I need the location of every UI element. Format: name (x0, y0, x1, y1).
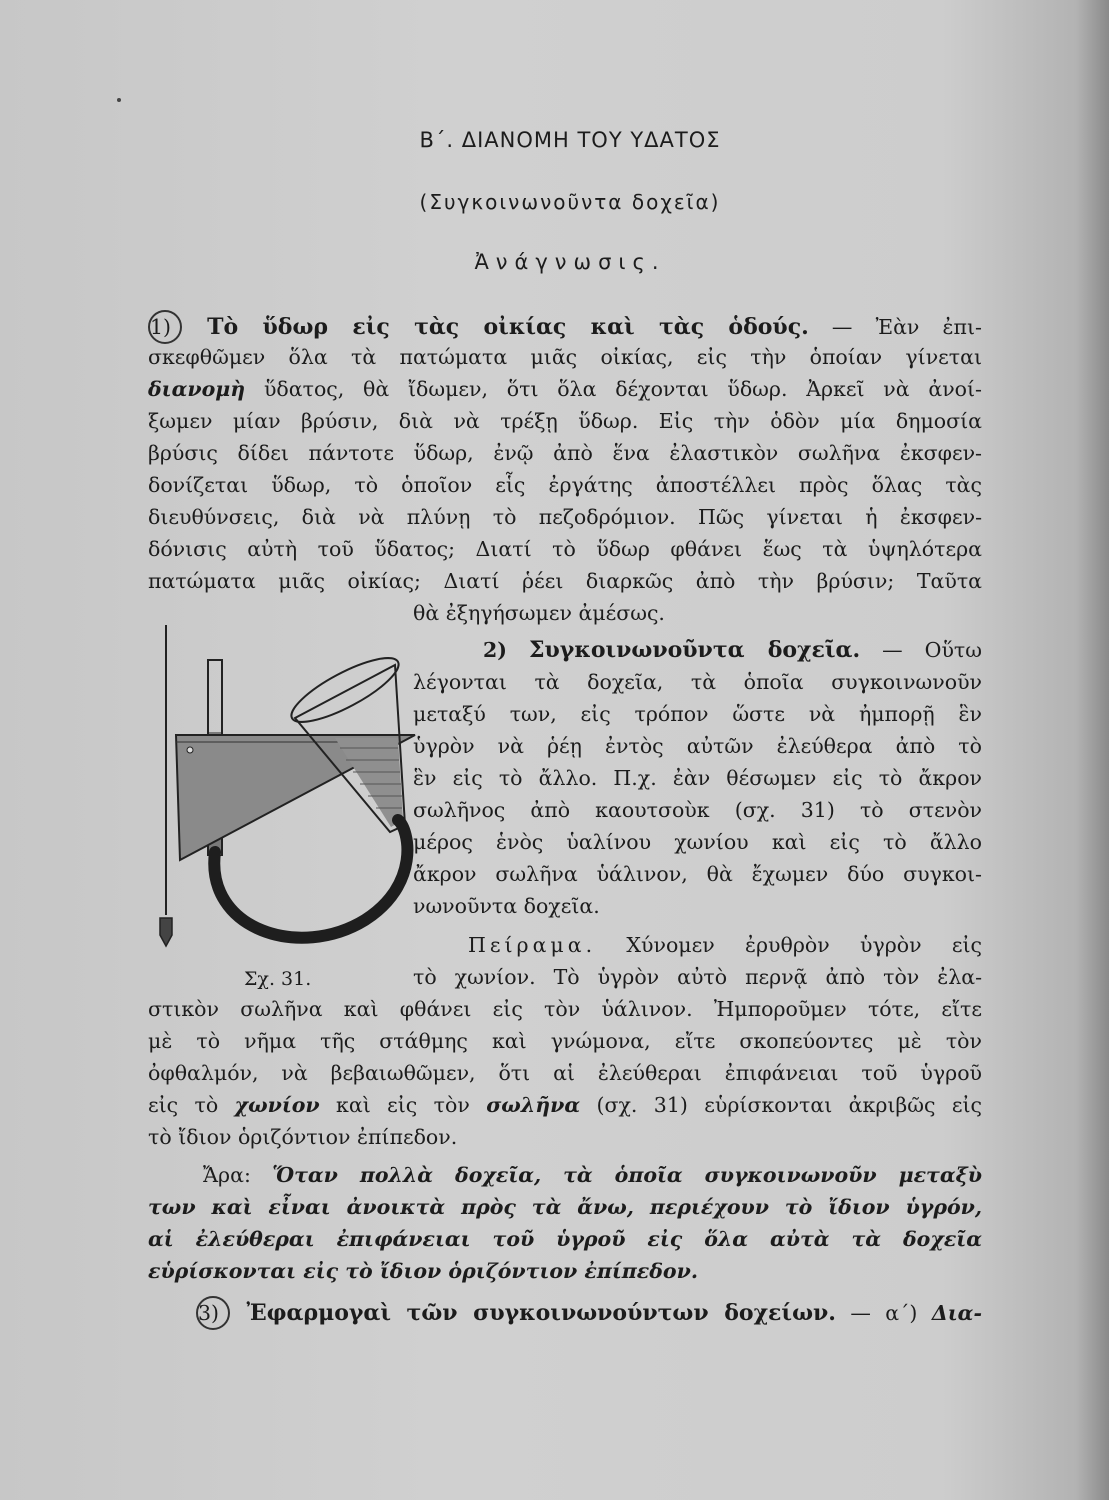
section3-tail-italic: Δια- (931, 1301, 982, 1325)
text-line: πατώματα μιᾶς οἰκίας; Διατί ῥέει διαρκῶς ἀπὸ τὴν βρύσιν; Ταῦτα (148, 569, 982, 593)
text-span: καὶ εἰς τὸν (336, 1093, 470, 1117)
text-span: (σχ. 31) εὑρίσκονται ἀκριβῶς εἰς (596, 1093, 982, 1117)
reading-heading: Ἀνάγνωσις. (474, 250, 666, 274)
text-line: μέρος ἑνὸς ὑαλίνου χωνίου καὶ εἰς τὸ ἄλλο (413, 830, 982, 854)
text-span: ὕδατος, θὰ ἴδωμεν, ὅτι ὅλα δέχονται ὕδωρ. Ἀρκεῖ νὰ ἀνοί- (263, 377, 982, 401)
text-line: ὀφθαλμόν, νὰ βεβαιωθῶμεν, ὅτι αἱ ἐλεύθεραι ἐπιφάνειαι τοῦ ὑγροῦ (148, 1061, 982, 1085)
text-line: στικὸν σωλῆνα καὶ φθάνει εἰς τὸν ὑάλινον. Ἠμποροῦμεν τότε, εἴτε (148, 997, 982, 1021)
figure-caption: Σχ. 31. (244, 968, 312, 990)
funnel-rim (284, 647, 406, 733)
figure-31-communicating-vessels (150, 620, 420, 980)
text-line: τὸ ἴδιον ὁριζόντιον ἐπίπεδον. (148, 1125, 458, 1149)
experiment-line (413, 930, 982, 960)
section2-heading-line (413, 635, 982, 665)
text-span: Χύνομεν ἐρυθρὸν ὑγρὸν εἰς (626, 933, 982, 957)
chapter-subtitle: (Συγκοινωνοῦντα δοχεῖα) (419, 190, 721, 214)
conclusion-line: των καὶ εἶναι ἀνοικτὰ πρὸς τὰ ἄνω, περιέχουν τὸ ἴδιον ὑγρόν, (148, 1195, 982, 1219)
section3-title: Ἐφαρμογαὶ τῶν συγκοινωνούντων δοχείων. (246, 1300, 836, 1326)
section3-heading-line (148, 1296, 982, 1326)
text-line: μὲ τὸ νῆμα τῆς στάθμης καὶ γνώμονα, εἴτε σκοπεύοντες μὲ τὸν (148, 1029, 982, 1053)
text-line: θὰ ἐξηγήσωμεν ἀμέσως. (413, 601, 665, 625)
text-line: ὑγρὸν νὰ ῥέῃ ἐντὸς αὐτῶν ἐλεύθερα ἀπὸ τὸ (413, 734, 982, 758)
text-line: ἄκρον σωλῆνα ὑάλινον, θὰ ἔχωμεν δύο συγκοι- (413, 862, 982, 886)
conclusion-text: Ὅταν πολλὰ δοχεῖα, τὰ ὁποῖα συγκοινωνοῦν μεταξὺ (272, 1163, 982, 1187)
emphasis-word: διανομὴ (148, 377, 246, 401)
section3-tail: — α΄) (850, 1301, 918, 1325)
section3-number: 3) (196, 1296, 230, 1330)
rubber-tube (214, 820, 407, 938)
text-line: βρύσις δίδει πάντοτε ὕδωρ, ἐνῷ ἀπὸ ἕνα ἐλαστικὸν σωλῆνα ἐκσφεν- (148, 441, 982, 465)
text-line: τὸ χωνίον. Τὸ ὑγρὸν αὐτὸ περνᾷ ἀπὸ τὸν ἐλα- (413, 965, 982, 989)
conclusion-line: αἱ ἐλεύθεραι ἐπιφάνειαι τοῦ ὑγροῦ εἰς ὅλα αὐτὰ τὰ δοχεῖα (148, 1227, 982, 1251)
emphasis-funnel: χωνίον (234, 1093, 320, 1117)
emphasis-tube: σωλῆνα (486, 1093, 581, 1117)
funnel-liquid (335, 738, 403, 827)
text-line (148, 374, 982, 404)
text-line: ἓν εἰς τὸ ἄλλο. Π.χ. ἐὰν θέσωμεν εἰς τὸ ἄκρον (413, 766, 982, 790)
text-line: σκεφθῶμεν ὅλα τὰ πατώματα μιᾶς οἰκίας, εἰς τὴν ὁποίαν γίνεται (148, 345, 982, 369)
experiment-label: Πείραμα. (468, 933, 597, 957)
section2-number: 2) (483, 638, 507, 662)
section1-heading-line (148, 310, 982, 340)
plumb-bob (160, 918, 172, 946)
section1-title: Τὸ ὕδωρ εἰς τὰς οἰκίας καὶ τὰς ὁδούς. (207, 314, 809, 340)
text-line: δονίζεται ὕδωρ, τὸ ὁποῖον εἷς ἐργάτης ἀποστέλλει πρὸς ὅλας τὰς (148, 473, 982, 497)
section2-title: Συγκοινωνοῦντα δοχεῖα. (528, 637, 861, 663)
text-line: σωλῆνος ἀπὸ καουτσοὺκ (σχ. 31) τὸ στενὸν (413, 798, 982, 822)
text-span: — Οὕτω (882, 638, 982, 662)
text-line: — Ἐὰν ἐπι- (831, 315, 982, 339)
text-line: ξωμεν μίαν βρύσιν, διὰ νὰ τρέξῃ ὕδωρ. Εἰς τὴν ὁδὸν μία δημοσία (148, 409, 982, 433)
ink-speck (117, 98, 121, 102)
set-square-hole (187, 747, 193, 753)
text-line: λέγονται τὰ δοχεῖα, τὰ ὁποῖα συγκοινωνοῦν (413, 670, 982, 694)
text-line: νωνοῦντα δοχεῖα. (413, 894, 600, 918)
conclusion-lead: Ἄρα: (203, 1163, 251, 1187)
text-line (148, 1090, 982, 1120)
text-line: διευθύνσεις, διὰ νὰ πλύνῃ τὸ πεζοδρόμιον. Πῶς γίνεται ἡ ἐκσφεν- (148, 505, 982, 529)
conclusion-line: εὑρίσκονται εἰς τὸ ἴδιον ὁριζόντιον ἐπίπεδον. (148, 1259, 698, 1283)
text-span: εἰς τὸ (148, 1093, 219, 1117)
conclusion-line (148, 1160, 982, 1190)
text-line: δόνισις αὐτὴ τοῦ ὕδατος; Διατί τὸ ὕδωρ φθάνει ἕως τὰ ὑψηλότερα (148, 537, 982, 561)
chapter-heading: Β΄. ΔΙΑΝΟΜΗ ΤΟΥ ΥΔΑΤΟΣ (419, 128, 721, 152)
text-line: μεταξύ των, εἰς τρόπον ὥστε νὰ ἠμπορῇ ἓν (413, 702, 982, 726)
section1-number: 1) (148, 310, 182, 344)
